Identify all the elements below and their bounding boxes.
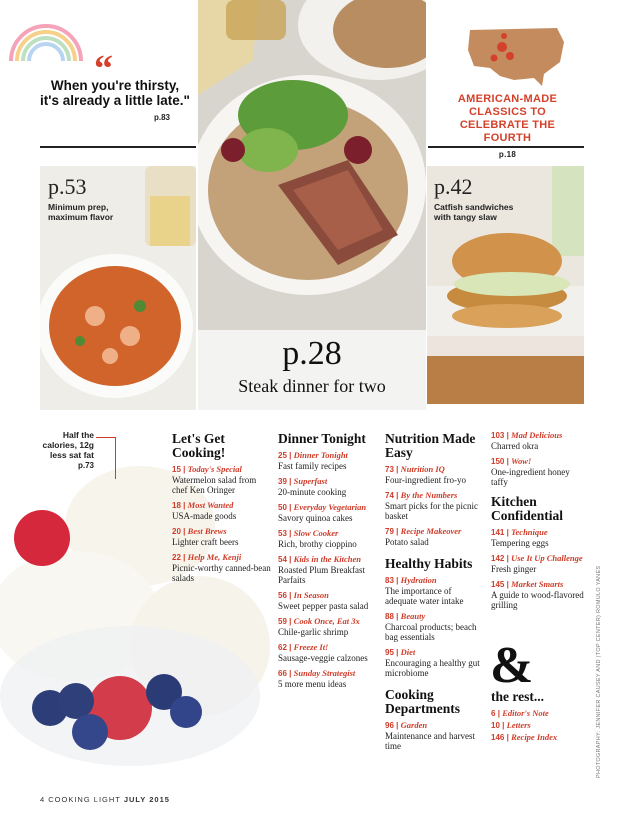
toc-entry-title: Freeze It! — [293, 642, 329, 652]
toc-entry-title: Everyday Vegetarian — [293, 502, 367, 512]
toc-entry-title: Beauty — [400, 611, 426, 621]
toc-page-num: 88 — [385, 612, 394, 621]
toc-entry-desc: Savory quinoa cakes — [278, 513, 353, 523]
toc-page-num: 53 — [278, 529, 287, 538]
toc-entry-title: Market Smarts — [511, 579, 564, 589]
toc-entry[interactable]: 73 | Nutrition IQ Four-ingredient fro-yo — [385, 464, 483, 485]
toc-entry[interactable]: 141 | Technique Tempering eggs — [491, 527, 587, 548]
toc-entry-title: Most Wanted — [187, 500, 234, 510]
toc-entry[interactable]: 142 | Use It Up Challenge Fresh ginger — [491, 553, 587, 574]
toc-entry-title: By the Numbers — [400, 490, 458, 500]
toc-entry-desc: Fast family recipes — [278, 461, 347, 471]
left-feature-caption — [48, 176, 128, 222]
toc-page-num: 50 — [278, 503, 287, 512]
toc-entry-desc: 20-minute cooking — [278, 487, 347, 497]
toc-entry-desc: Rich, brothy cioppino — [278, 539, 357, 549]
pull-quote-page: p.83 — [153, 113, 170, 122]
section-title: Dinner Tonight — [278, 431, 366, 446]
toc-page-num: 25 — [278, 451, 287, 460]
toc-page-num: 146 — [491, 733, 505, 742]
toc-page-num: 66 — [278, 669, 287, 678]
pull-quote-text: When you're thirsty, it's already a little late." — [40, 78, 190, 108]
divider — [428, 146, 584, 148]
toc-page-num: 73 — [385, 465, 394, 474]
pull-quote — [40, 78, 190, 125]
center-feature-page: p.28 — [282, 335, 342, 372]
toc-entry-title: Recipe Makeover — [400, 526, 462, 536]
toc-page-num: 6 — [491, 709, 496, 718]
toc-entry[interactable]: 20 | Best Brews Lighter craft beers — [172, 526, 272, 547]
toc-entry-title: Cook Once, Eat 3x — [293, 616, 360, 626]
toc-page-num: 145 — [491, 580, 505, 589]
toc-entry-desc: Chile-garlic shrimp — [278, 627, 349, 637]
toc-entry-desc: The importance of adequate water intake — [385, 586, 464, 606]
toc-entry[interactable]: 95 | Diet Encouraging a healthy gut microbiome — [385, 647, 483, 678]
toc-page-num: 10 — [491, 721, 500, 730]
footer-magazine-name: COOKING LIGHT — [48, 795, 121, 804]
toc-page-num: 150 — [491, 457, 505, 466]
toc-entry[interactable]: 145 | Market Smarts A guide to wood-flavored grilling — [491, 579, 587, 610]
quote-marks-icon: “ — [94, 48, 113, 90]
section-title: Healthy Habits — [385, 556, 473, 571]
footer-issue-date: JULY 2015 — [123, 795, 170, 804]
toc-entry-desc: Charcoal products; beach bag essentials — [385, 622, 477, 642]
toc-entry-title: Use It Up Challenge — [511, 553, 583, 563]
toc-entry[interactable]: 88 | Beauty Charcoal products; beach bag essentials — [385, 611, 483, 642]
toc-entry-title: Mad Delicious — [511, 430, 563, 440]
toc-entry-title: Recipe Index — [511, 732, 558, 742]
center-feature-caption — [199, 337, 425, 397]
section-title: Kitchen Confidential — [491, 494, 564, 523]
divider — [40, 146, 196, 148]
left-feature-page: p.53 — [48, 174, 87, 199]
toc-page-num: 39 — [278, 477, 287, 486]
toc-page-num: 74 — [385, 491, 394, 500]
right-feature-title: Catfish sandwiches with tangy slaw — [434, 202, 514, 222]
dessert-note — [40, 430, 94, 470]
toc-page-num: 54 — [278, 555, 287, 564]
toc-page-num: 103 — [491, 431, 505, 440]
toc-entry-title: Letters — [506, 720, 531, 730]
photo-credit: PHOTOGRAPHY: JENNIFER CAUSEY AND (TOP CENTER) ROMULO YANES — [596, 565, 602, 778]
section-title: Nutrition Made Easy — [385, 431, 476, 460]
toc-entry[interactable]: 54 | Kids in the Kitchen Roasted Plum Breakfast Parfaits — [278, 554, 378, 585]
toc-entry-title: Nutrition IQ — [400, 464, 445, 474]
toc-entry[interactable]: 6 | Editor's Note — [491, 708, 549, 718]
toc-entry[interactable]: 15 | Today's Special Watermelon salad from chef Ken Oringer — [172, 464, 272, 495]
section-misc-kitchen — [491, 430, 587, 615]
toc-entry-title: Slow Cooker — [293, 528, 339, 538]
toc-entry-title: Kids in the Kitchen — [293, 554, 361, 564]
right-feature-caption — [434, 176, 514, 222]
toc-entry-desc: Smart picks for the picnic basket — [385, 501, 478, 521]
toc-entry-desc: Roasted Plum Breakfast Parfaits — [278, 565, 365, 585]
toc-entry[interactable]: 18 | Most Wanted USA-made goods — [172, 500, 272, 521]
toc-entry-title: Hydration — [400, 575, 437, 585]
toc-entry[interactable]: 39 | Superfast 20-minute cooking — [278, 476, 378, 497]
toc-entry-desc: Potato salad — [385, 537, 429, 547]
toc-entry[interactable]: 74 | By the Numbers Smart picks for the picnic basket — [385, 490, 483, 521]
rainbow-logo-icon — [6, 6, 86, 66]
toc-entry-desc: A guide to wood-flavored grilling — [491, 590, 584, 610]
promo-text: AMERICAN-MADE CLASSICS TO CELEBRATE THE FOURTH — [457, 93, 558, 144]
toc-entry-desc: Tempering eggs — [491, 538, 549, 548]
toc-entry-desc: Encouraging a healthy gut microbiome — [385, 658, 480, 678]
section-the-rest — [491, 690, 587, 744]
toc-entry-desc: USA-made goods — [172, 511, 237, 521]
toc-entry-title: In Season — [293, 590, 329, 600]
toc-entry-title: Sunday Strategist — [293, 668, 356, 678]
toc-page-num: 18 — [172, 501, 181, 510]
toc-entry-title: Garden — [400, 720, 428, 730]
toc-entry-desc: Sausage-veggie calzones — [278, 653, 368, 663]
toc-entry[interactable]: 53 | Slow Cooker Rich, brothy cioppino — [278, 528, 378, 549]
toc-entry-title: Dinner Tonight — [293, 450, 348, 460]
toc-page-num: 20 — [172, 527, 181, 536]
dessert-note-page: p.73 — [77, 461, 94, 470]
toc-entry-title: Superfast — [293, 476, 328, 486]
toc-page-num: 62 — [278, 643, 287, 652]
toc-entry[interactable]: 96 | Garden Maintenance and harvest time — [385, 720, 483, 751]
toc-entry-title: Best Brews — [187, 526, 227, 536]
toc-entry-desc: One-ingredient honey taffy — [491, 467, 570, 487]
toc-entry[interactable]: 56 | In Season Sweet pepper pasta salad — [278, 590, 378, 611]
toc-entry[interactable]: 25 | Dinner Tonight Fast family recipes — [278, 450, 378, 471]
toc-entry[interactable]: 83 | Hydration The importance of adequate water intake — [385, 575, 483, 606]
toc-entry-desc: Sweet pepper pasta salad — [278, 601, 369, 611]
toc-entry-desc: Fresh ginger — [491, 564, 537, 574]
toc-page-num: 56 — [278, 591, 287, 600]
promo-page: p.18 — [498, 150, 517, 159]
toc-entry[interactable]: 10 | Letters — [491, 720, 531, 730]
toc-entry[interactable]: 103 | Mad Delicious Charred okra — [491, 430, 587, 451]
toc-entry-desc: Maintenance and harvest time — [385, 731, 475, 751]
toc-entry-title: Wow! — [511, 456, 532, 466]
section-title: Cooking Departments — [385, 687, 460, 716]
footer-page-number: 4 — [40, 795, 46, 804]
toc-entry[interactable]: 79 | Recipe Makeover Potato salad — [385, 526, 483, 547]
toc-page-num: 96 — [385, 721, 394, 730]
promo-headline — [440, 93, 575, 161]
toc-entry-title: Editor's Note — [502, 708, 549, 718]
toc-page-num: 95 — [385, 648, 394, 657]
toc-entry[interactable]: 66 | Sunday Strategist 5 more menu ideas — [278, 668, 378, 689]
section-title: Let's Get Cooking! — [172, 431, 226, 460]
toc-entry[interactable]: 22 | Help Me, Kenji Picnic-worthy canned-bean salads — [172, 552, 271, 583]
toc-entry[interactable]: 62 | Freeze It! Sausage-veggie calzones — [278, 642, 378, 663]
ampersand-icon: & — [490, 637, 534, 694]
toc-entry-desc: 5 more menu ideas — [278, 679, 347, 689]
toc-page-num: 79 — [385, 527, 394, 536]
toc-entry-title: Diet — [400, 647, 416, 657]
toc-entry-desc: Charred okra — [491, 441, 539, 451]
section-title: the rest... — [491, 689, 544, 704]
dessert-pointer-line — [115, 437, 116, 479]
toc-entry-title: Technique — [511, 527, 548, 537]
section-lets-get-cooking — [172, 432, 272, 588]
toc-page-num: 22 — [172, 553, 181, 562]
left-feature-title: Minimum prep, maximum flavor — [48, 202, 114, 222]
usa-map-icon — [462, 22, 572, 88]
toc-entry[interactable]: 59 | Cook Once, Eat 3x Chile-garlic shrimp — [278, 616, 378, 637]
toc-entry-desc: Lighter craft beers — [172, 537, 239, 547]
toc-page-num: 83 — [385, 576, 394, 585]
toc-entry-desc: Watermelon salad from chef Ken Oringer — [172, 475, 257, 495]
toc-entry-title: Today's Special — [187, 464, 242, 474]
dessert-note-text: Half the calories, 12g less sat fat — [42, 430, 94, 460]
dessert-pointer-line — [96, 437, 116, 438]
page-footer — [40, 795, 170, 804]
toc-entry-desc: Four-ingredient fro-yo — [385, 475, 467, 485]
toc-entry[interactable]: 50 | Everyday Vegetarian Savory quinoa cakes — [278, 502, 378, 523]
right-feature-page: p.42 — [434, 174, 473, 199]
toc-entry[interactable]: 150 | Wow! One-ingredient honey taffy — [491, 456, 587, 487]
toc-entry-title: Help Me, Kenji — [187, 552, 242, 562]
center-feature-title: Steak dinner for two — [238, 376, 386, 396]
toc-page-num: 142 — [491, 554, 505, 563]
toc-entry[interactable]: 146 | Recipe Index — [491, 732, 558, 742]
toc-page-num: 59 — [278, 617, 287, 626]
section-nutrition-health — [385, 432, 483, 756]
section-dinner-tonight — [278, 432, 378, 694]
toc-entry-desc: Picnic-worthy canned-bean salads — [172, 563, 271, 583]
toc-page-num: 15 — [172, 465, 181, 474]
toc-page-num: 141 — [491, 528, 505, 537]
